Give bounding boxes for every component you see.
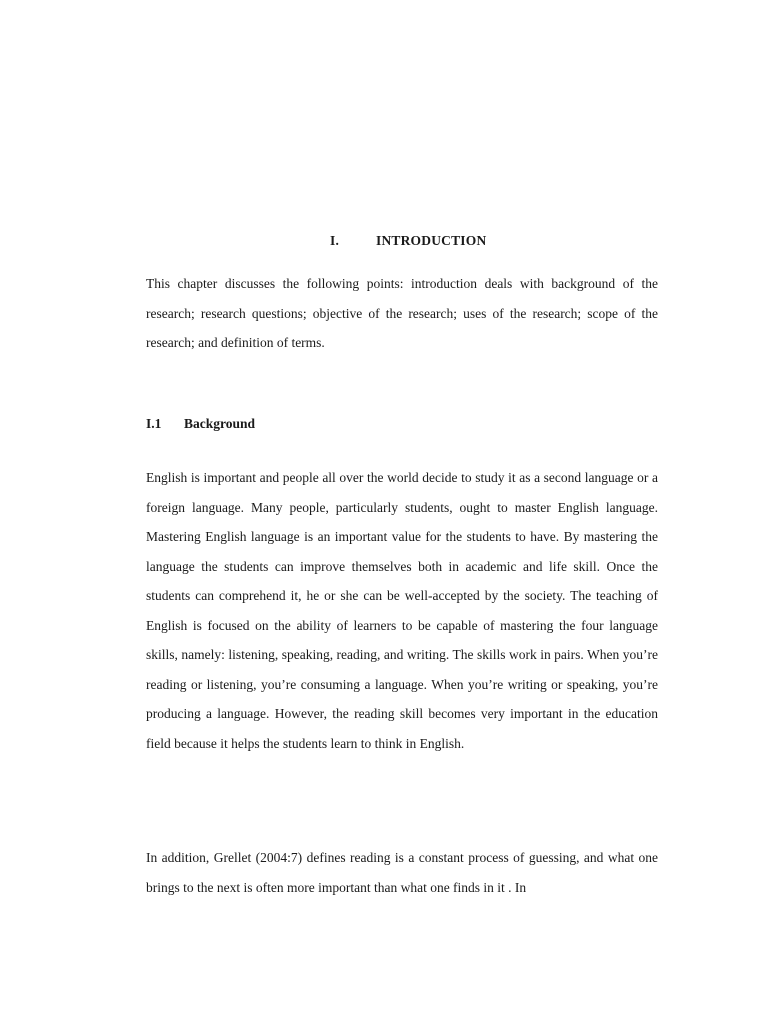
section-number: I.1	[146, 416, 162, 431]
background-paragraph: English is important and people all over the world decide to study it as a second language or a foreign language. Many people, particularly students, ought to master English language. Mastering English language is an important value for the students to have. By mastering the language the students can improve themselves both in academic and life skill. Once the students can comprehend it, he or she can be well-accepted by the society. The teaching of English is focused on the ability of learners to be capable of mastering the four language skills, namely: listening, speaking, reading, and writing. The skills work in pairs. When you’re reading or listening, you’re consuming a language. When you’re writing or speaking, you’re producing a language. However, the reading skill becomes very important in the education field because it helps the students learn to think in English.	[146, 470, 658, 751]
intro-paragraph: This chapter discusses the following points: introduction deals with background of the research; research questions; objective of the research; uses of the research; scope of the research; and definition of terms.	[146, 276, 658, 350]
chapter-number: I.	[330, 233, 340, 248]
section-heading	[146, 416, 658, 436]
background-paragraph: In addition, Grellet (2004:7) defines reading is a constant process of guessing, and what one brings to the next is often more important than what one finds in it . In	[146, 850, 658, 895]
chapter-heading	[0, 233, 768, 253]
chapter-title: INTRODUCTION	[376, 233, 487, 248]
section-title: Background	[184, 416, 256, 431]
